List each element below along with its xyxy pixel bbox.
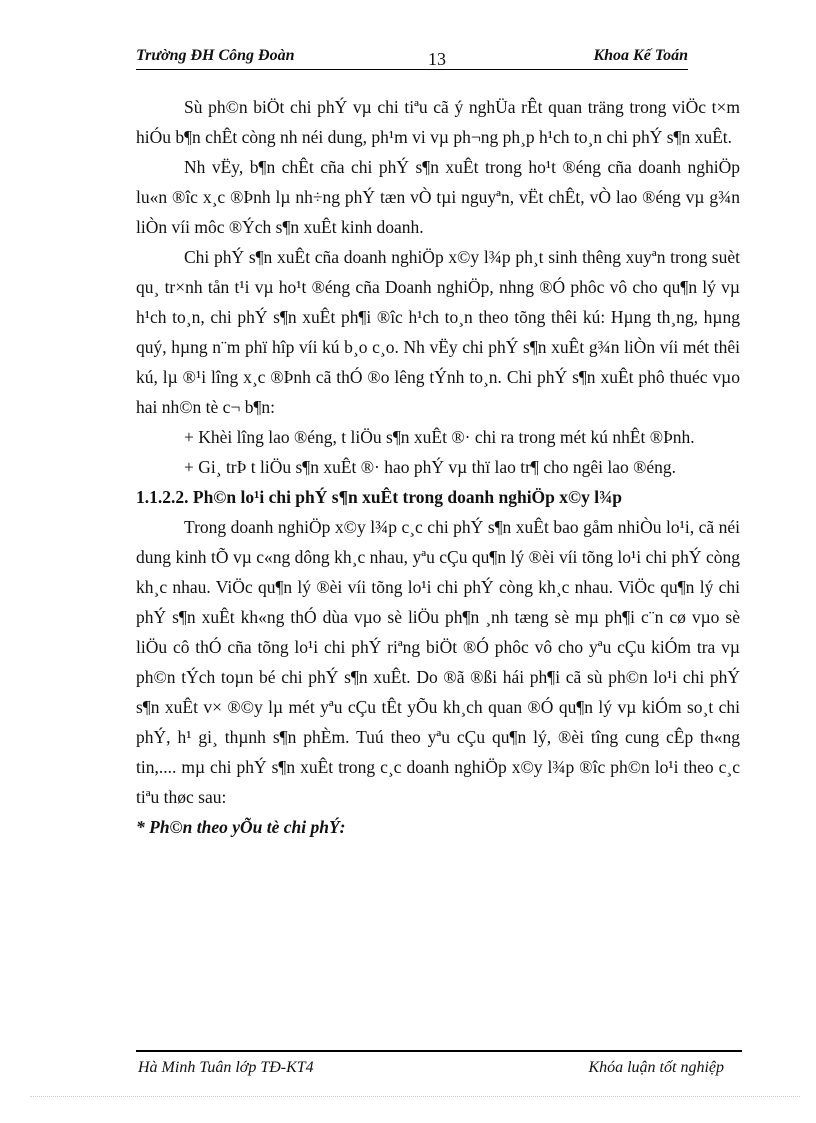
- footer-rule: [136, 1050, 742, 1052]
- page-body: [136, 92, 740, 842]
- subsection-heading: * Ph©n theo yÕu tè chi phÝ:: [136, 817, 346, 837]
- page-header: [136, 47, 740, 71]
- page-number: 13: [428, 49, 446, 69]
- paragraph-2: Nh vËy, b¶n chÊt cña chi phÝ s¶n xuÊt trong ho¹t ®éng cña doanh nghiÖp lu«n ®îc x¸c ®Þnh lµ nh÷ng phÝ tæn vÒ tµi nguyªn, vËt chÊt, vÒ lao ®éng vµ g¾n liÒn víi môc ®Ých s¶n xuÊt kinh doanh.: [136, 157, 740, 237]
- footer-title: Khóa luận tốt nghiệp: [588, 1059, 724, 1076]
- paragraph-4: + Khèi lîng lao ®éng, t liÖu s¶n xuÊt ®· chi ra trong mét kú nhÊt ®Þnh.: [184, 427, 695, 447]
- header-school: Trường ĐH Công Đoàn: [136, 47, 295, 64]
- paragraph-6: Trong doanh nghiÖp x©y l¾p c¸c chi phÝ s¶n xuÊt bao gåm nhiÒu lo¹i, cã néi dung kinh tÕ vµ c«ng dông kh¸c nhau, yªu cÇu qu¶n lý ®èi víi tõng lo¹i chi phÝ còng kh¸c nhau. ViÖc qu¶n lý ®èi víi tõng lo¹i chi phÝ còng kh¸c nhau. ViÖc qu¶n lý chi phÝ s¶n xuÊt kh«ng thÓ dùa vµo sè liÖu ph¶n ¸nh tæng sè mµ ph¶i c¨n cø vµo sè liÖu cô thÓ cña tõng lo¹i chi phÝ riªng biÖt ®Ó phôc vô cho yªu cÇu kiÓm tra vµ ph©n tÝch toµn bé chi phÝ s¶n xuÊt. Do ®ã ®ßi hái ph¶i cã sù ph©n lo¹i chi phÝ s¶n xuÊt v× ®©y lµ mét yªu cÇu tÊt yÕu kh¸ch quan ®Ó qu¶n lý vµ kiÓm so¸t chi phÝ, h¹ gi¸ thµnh s¶n phÈm. Tuú theo yªu cÇu qu¶n lý, ®èi tîng cung cÊp th«ng tin,.... mµ chi phÝ s¶n xuÊt trong c¸c doanh nghiÖp x©y l¾p ®îc ph©n lo¹i theo c¸c tiªu thøc sau:: [136, 517, 740, 807]
- footer-author: Hà Minh Tuân lớp TĐ-KT4: [138, 1059, 314, 1076]
- header-rule: [136, 69, 688, 70]
- paragraph-5: + Gi¸ trÞ t liÖu s¶n xuÊt ®· hao phÝ vµ thï lao tr¶ cho ngêi lao ®éng.: [184, 457, 677, 477]
- page-bottom-dotted-line: [30, 1096, 800, 1097]
- paragraph-1: Sù ph©n biÖt chi phÝ vµ chi tiªu cã ý nghÜa rÊt quan träng trong viÖc t×m hiÓu b¶n chÊt còng nh néi dung, ph¹m vi vµ ph¬ng ph¸p h¹ch to¸n chi phÝ s¶n xuÊt.: [136, 97, 740, 147]
- header-department: Khoa Kế Toán: [593, 47, 688, 64]
- section-heading: 1.1.2.2. Ph©n lo¹i chi phÝ s¶n xuÊt trong doanh nghiÖp x©y l¾p: [136, 487, 622, 507]
- page-footer: [136, 1050, 742, 1076]
- paragraph-3: Chi phÝ s¶n xuÊt cña doanh nghiÖp x©y l¾p ph¸t sinh thêng xuyªn trong suèt qu¸ tr×nh tån t¹i vµ ho¹t ®éng cña Doanh nghiÖp, nhng ®Ó phôc vô cho qu¶n lý vµ h¹ch to¸n, chi phÝ s¶n xuÊt ph¶i ®îc h¹ch to¸n theo tõng thêi kú: Hµng th¸ng, hµng quý, hµng n¨m phï hîp víi kú b¸o c¸o. Nh vËy chi phÝ s¶n xuÊt g¾n liÒn víi mét thêi kú, lµ ®¹i lîng x¸c ®Þnh cã thÓ ®o lêng tÝnh to¸n. Chi phÝ s¶n xuÊt phô thuéc vµo hai nh©n tè c¬ b¶n:: [136, 247, 740, 417]
